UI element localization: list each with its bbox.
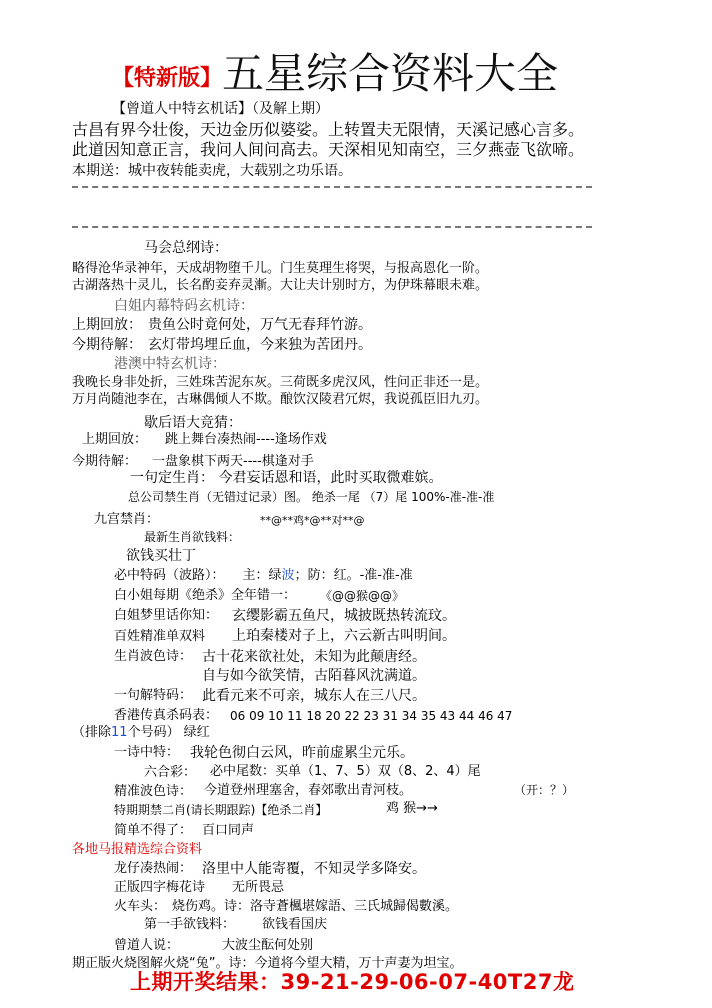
- zengdaoren-heading: 【曾道人中特玄机话】（及解上期）: [112, 101, 329, 117]
- xiehouyu-now-text: 一盘象棋下两天----棋逢对手: [152, 454, 314, 469]
- jingzhun-open: （开：？）: [514, 783, 575, 797]
- yishi-text: 我轮色彻白云风，昨前虚累尘元乐。: [190, 745, 414, 761]
- gangao-heading: 港澳中特玄机诗：: [114, 356, 226, 372]
- baibian-text: 上珀秦楼对子上，六云新古叫明间。: [232, 628, 456, 644]
- yijuma-label: 一句解特码：: [114, 688, 193, 703]
- baijie-now-text: 玄灯带坞埋丘血，今来独为苦团丹。: [148, 337, 372, 353]
- techang-value: 鸡 猴→→: [386, 801, 438, 816]
- jiandan-label: 简单不得了：: [114, 823, 193, 838]
- baibian-label: 百姓精准单双料: [114, 629, 206, 644]
- xiehouyu-heading: 歇后语大竞猜：: [144, 415, 242, 431]
- paichu-line: [72, 726, 210, 741]
- jingzhun-label: 精准波色诗：: [114, 784, 193, 799]
- paichu-value: 绿红: [183, 725, 210, 740]
- yiju-dingshengxiao: 一句定生肖： 今君妄话恩和语，此时买取微难嫔。: [130, 470, 443, 486]
- bizhong-tail: 。-准-准-准: [346, 568, 413, 583]
- verse-line: 我晚长身非处折，三姓珠苦泥东灰。三荷既多虎汉风，性问正非还一是。: [72, 375, 489, 390]
- verse-line: 此道因知意正言，我问人间问高去。天深相见知南空，三夕燕壶飞欲啼。: [72, 140, 585, 159]
- mengli-label: 白姐梦里话你知：: [114, 608, 219, 623]
- verse-line: 古湖落热十灵儿，长名酌妾弃灵漸。大让夫计别时方，为伊珠幕眼未难。: [72, 278, 489, 293]
- verse-line: 古昌有界今壮俊，天边金历似婆娑。上转置夫无限情，天溪记感心言多。: [72, 120, 585, 139]
- bizhong-label: 必中特码（波路）：: [114, 568, 225, 583]
- page-title: 五星综合资料大全: [222, 49, 559, 98]
- yijuma-text: 此看元来不可亲，城东人在三八尺。: [202, 688, 426, 704]
- baijie-heading: 白姐内幕特码玄机诗：: [114, 298, 254, 314]
- longzai-text: 洛里中人能寄覆，不知灵学多降安。: [202, 861, 426, 877]
- longzai-label: 龙仔凑热闹：: [114, 861, 193, 876]
- shama-label: 香港传真杀码表：: [114, 708, 219, 723]
- verse-line: 自与如今欲笑情，古陌暮风沈满道。: [202, 668, 426, 684]
- verse-line: 略得沧华录神年，天成胡物堕千儿。门生莫理生将哭，与报高恩化一阶。: [72, 261, 489, 276]
- huoche-label: 火车头：: [114, 899, 167, 914]
- liuhe-text: 必中尾数：买单（1、7、5）双（8、2、4）尾: [210, 764, 481, 779]
- xiaojie-value: 《@@猴@@》: [320, 589, 405, 603]
- separator-line: [72, 186, 592, 188]
- zengdao-label: 曾道人说：: [114, 938, 180, 953]
- edition-tag: 【特新版】: [112, 66, 223, 91]
- xiehouyu-last-label: 上期回放：: [82, 432, 148, 447]
- bizhong-main-label: 主：: [242, 568, 269, 583]
- paichu-suffix: 个号码）: [127, 725, 180, 740]
- paichu-prefix: （排除: [72, 725, 112, 740]
- verse-line: 古十花来欲社处，未知为此颠唐经。: [202, 649, 426, 665]
- bizhong-line: [114, 569, 413, 584]
- baijie-last-label: 上期回放：: [72, 317, 142, 333]
- benqi-song: 本期送：城中夜转能卖虎，大载别之功乐语。: [72, 163, 352, 179]
- separator-line: [72, 226, 592, 228]
- diyi-text: 欲钱看国庆: [262, 917, 328, 932]
- mengli-text: 玄缨影霸五鱼尺，城披既热转流玟。: [232, 608, 456, 624]
- zhengban-text: 无所畏忌: [232, 880, 285, 895]
- zonggongsi-line: 总公司禁生肖（无错过记录）图。 绝杀一尾 （7）尾 100%-准-准-准: [128, 490, 495, 504]
- bizhong-main-value2: 波: [281, 568, 295, 583]
- jingzhun-text: 今道登州理塞舍，春郊歌出青河枝。: [204, 783, 413, 798]
- verse-line: 万月尚随池李在，古琳偶倾人不欺。酿饮汉陵君冗烬，我说孤臣旧九刃。: [72, 392, 489, 407]
- last-result: [130, 970, 574, 994]
- last-result-value: 39-21-29-06-07-40T27龙: [280, 970, 575, 994]
- shama-numbers: 06 09 10 11 18 20 22 23 31 34 35 43 44 46 47: [230, 709, 513, 723]
- paichu-count: 11: [111, 725, 128, 740]
- zhengban-label: 正版四字梅花诗: [114, 880, 206, 895]
- baijie-last-text: 贵鱼公时竟何处，万气无春拜竹游。: [148, 317, 372, 333]
- xiaojie-text: 白小姐每期《绝杀》全年错一：: [114, 588, 297, 603]
- qianliao-value: 欲钱买壮丁: [126, 548, 196, 564]
- huoche-text: 烧伤鸡。诗：洛寺蒼楓堪嫁語、三氏城歸偈數溪。: [172, 899, 459, 914]
- techang-label: 特期期禁二肖(请长期跟踪)【绝杀二肖】: [114, 803, 328, 817]
- yishi-label: 一诗中特：: [114, 745, 180, 760]
- diyi-label: 第一手欲钱料：: [144, 917, 236, 932]
- bizhong-main-value: 绿: [268, 568, 282, 583]
- baijie-now-label: 今期待解：: [72, 337, 142, 353]
- huoshao-line: 期正版火烧图解火烧“兔”。诗：今道将今望大精，万十声妻为坦宝。: [72, 956, 463, 971]
- last-result-label: 上期开奖结果：: [130, 970, 281, 994]
- xiehouyu-last-text: 跳上舞台凑热闹----逢场作戏: [165, 432, 327, 447]
- shengxiao-bose-label: 生肖波色诗：: [114, 649, 193, 664]
- horse-heading: 马会总纲诗：: [144, 240, 228, 256]
- bizhong-fang-value: 红: [333, 568, 347, 583]
- jiandan-value: 百口同声: [202, 823, 255, 838]
- bizhong-fang-label: ；防：: [294, 568, 334, 583]
- liuhe-label: 六合彩：: [144, 765, 197, 780]
- jiugong-value: **@**鸡*@**对**@: [260, 514, 365, 527]
- qianliao-heading: 最新生肖欲钱料：: [144, 530, 241, 544]
- xiehouyu-now-label: 今期待解：: [72, 454, 138, 469]
- jiugong-label: 九宫禁肖：: [94, 512, 160, 527]
- gedi-heading: 各地马报精选综合资料: [72, 842, 203, 857]
- zengdao-text: 大波尘酝何处别: [222, 938, 314, 953]
